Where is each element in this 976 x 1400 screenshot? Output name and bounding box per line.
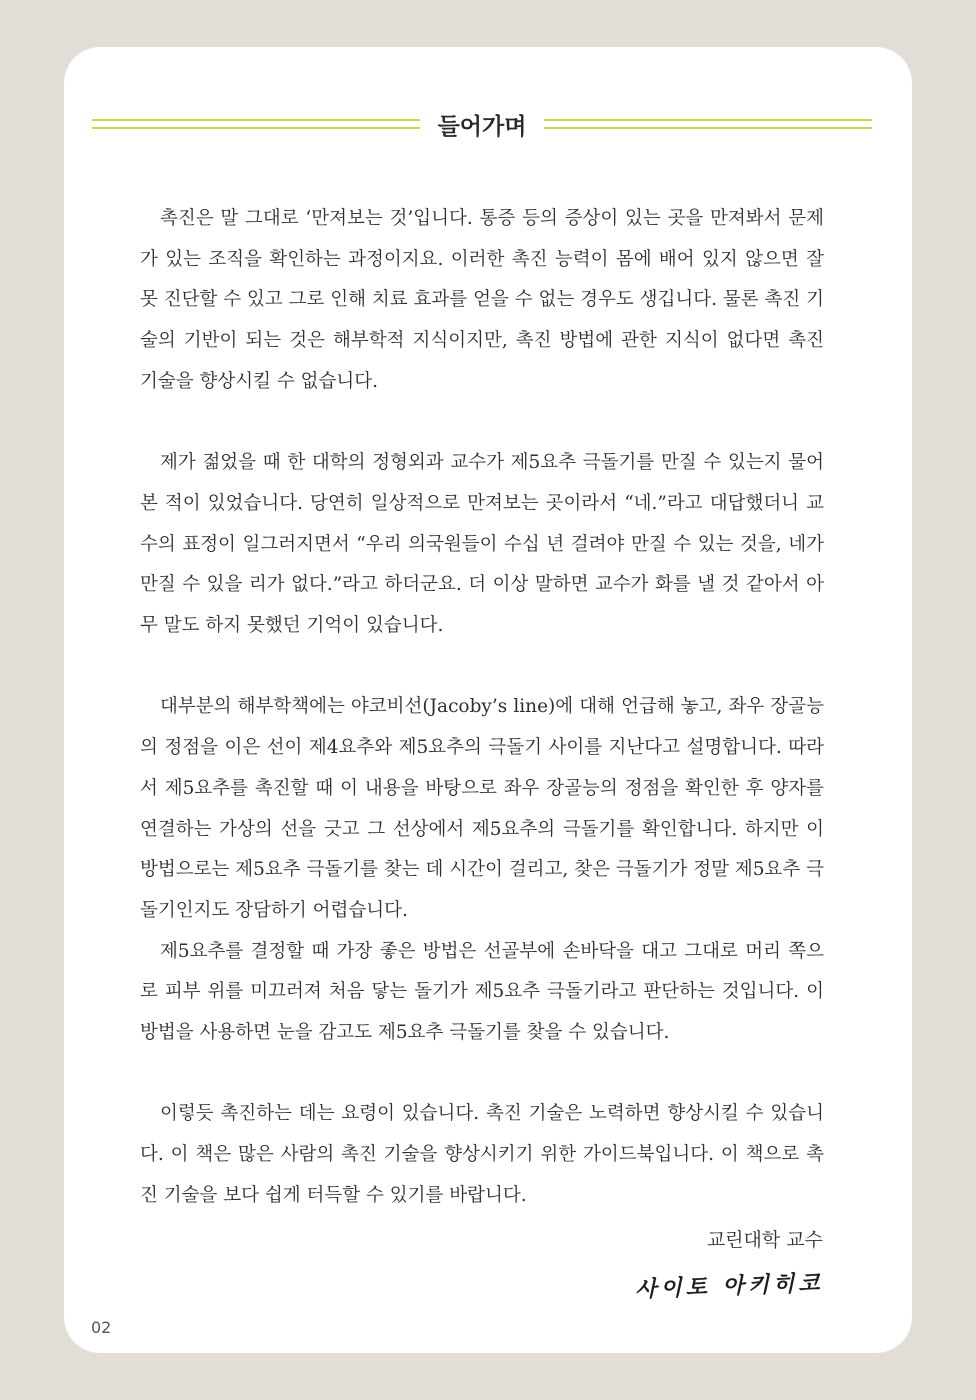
paragraph-5: 이렇듯 촉진하는 데는 요령이 있습니다. 촉진 기술은 노력하면 향상시킬 수 있습니다. 이 책은 많은 사람의 촉진 기술을 향상시키기 위한 가이드북입니다. 이 책으로 촉진 기술을 보다 쉽게 터득할 수 있기를 바랍니다. xyxy=(140,1103,824,1206)
title-rule-right xyxy=(544,119,872,129)
paragraph-spacer xyxy=(140,647,824,688)
paragraph-2: 제가 젊었을 때 한 대학의 정형외과 교수가 제5요추 극돌기를 만질 수 있는지 물어본 적이 있었습니다. 당연히 일상적으로 만져보는 곳이라서 “네.”라고 대답했더니 교수의 표정이 일그러지면서 “우리 의국원들이 수십 년 걸려야 만질 수 있는 것을, 네가 만질 수 있을 리가 없다.”라고 하더군요. 더 이상 말하면 교수가 화를 낼 것 같아서 아무 말도 하지 못했던 기억이 있습니다. xyxy=(140,452,824,637)
paragraph-4: 제5요추를 결정할 때 가장 좋은 방법은 선골부에 손바닥을 대고 그대로 머리 쪽으로 피부 위를 미끄러져 처음 닿는 돌기가 제5요추 극돌기라고 판단하는 것입니다. 이 방법을 사용하면 눈을 감고도 제5요추 극돌기를 찾을 수 있습니다. xyxy=(140,940,824,1044)
signature-block xyxy=(634,1224,824,1303)
paragraph-3: 대부분의 해부학책에는 야코비선(Jacoby’s line)에 대해 언급해 놓고, 좌우 장골능의 정점을 이은 선이 제4요추와 제5요추의 극돌기 사이를 지난다고 설명합니다. 따라서 제5요추를 촉진할 때 이 내용을 바탕으로 좌우 장골능의 정점을 확인한 후 양자를 연결하는 가상의 선을 긋고 그 선상에서 제5요추의 극돌기를 확인합니다. 하지만 이 방법으로는 제5요추 극돌기를 찾는 데 시간이 걸리고, 찾은 극돌기가 정말 제5요추 극돌기인지도 장담하기 어렵습니다. xyxy=(140,696,824,921)
author-signature: 사이토 아키히코 xyxy=(634,1271,824,1303)
paragraph-1: 촉진은 말 그대로 ‘만져보는 것’입니다. 통증 등의 증상이 있는 곳을 만져봐서 문제가 있는 조직을 확인하는 과정이지요. 이러한 촉진 능력이 몸에 배어 있지 않으면 잘못 진단할 수 있고 그로 인해 치료 효과를 얻을 수 없는 경우도 생깁니다. 물론 촉진 기술의 기반이 되는 것은 해부학적 지식이지만, 촉진 방법에 관한 지식이 없다면 촉진 기술을 향상시킬 수 없습니다. xyxy=(140,208,824,392)
section-header xyxy=(92,104,872,144)
page-number: 02 xyxy=(91,1318,112,1337)
title-rule-left xyxy=(92,119,420,129)
paragraph-spacer xyxy=(140,1054,824,1095)
author-affiliation: 교린대학 교수 xyxy=(706,1229,823,1251)
body-text xyxy=(140,199,824,1217)
paragraph-spacer xyxy=(140,403,824,444)
page-title: 들어가며 xyxy=(437,113,527,140)
